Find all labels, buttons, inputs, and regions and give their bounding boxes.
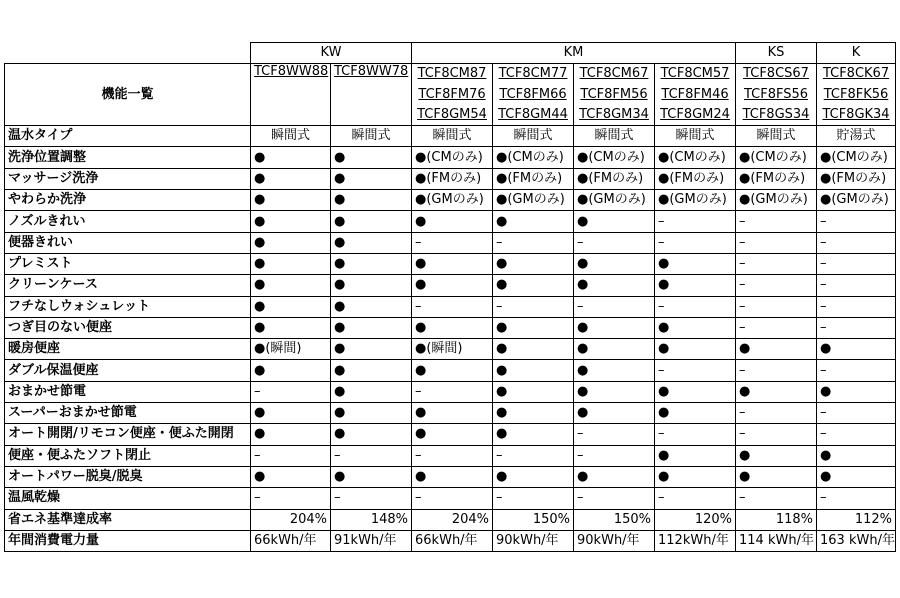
feature-label: 便座・便ふたソフト閉止 [5,445,251,466]
feature-label: ダブル保温便座 [5,360,251,381]
feature-value-cell: – [817,253,896,274]
feature-value-cell: ● [331,360,412,381]
feature-value-cell: ●(FMのみ) [817,168,896,189]
feature-value-cell: – [817,232,896,253]
feature-label: スーパーおまかせ節電 [5,403,251,424]
feature-value-cell: 204% [412,509,493,530]
feature-value-cell: ●(瞬間) [412,339,493,360]
feature-value-cell: 118% [736,509,817,530]
feature-value-cell: – [655,360,736,381]
feature-row [5,275,896,296]
feature-value-cell: – [817,488,896,509]
feature-value-cell: ● [574,466,655,487]
feature-value-cell: ● [574,403,655,424]
model-code: TCF8GM54 [412,105,493,126]
feature-value-cell: ● [412,403,493,424]
feature-value-cell: ● [574,339,655,360]
feature-value-cell: 瞬間式 [331,126,412,147]
feature-value-cell: ● [655,466,736,487]
feature-value-cell: 112kWh/年 [655,530,736,551]
feature-value-cell: ● [331,253,412,274]
feature-value-cell: – [493,232,574,253]
feature-value-cell: – [817,403,896,424]
feature-value-cell: 148% [331,509,412,530]
feature-value-cell: ● [412,360,493,381]
group-ks: KS [736,43,817,64]
feature-value-cell: – [736,488,817,509]
feature-label: ノズルきれい [5,211,251,232]
feature-value-cell: ●(CMのみ) [655,147,736,168]
feature-value-cell: 204% [251,509,331,530]
feature-row [5,445,896,466]
feature-label: 暖房便座 [5,339,251,360]
feature-value-cell: – [412,488,493,509]
feature-label: 年間消費電力量 [5,530,251,551]
group-header-row [5,43,896,64]
feature-value-cell: ● [655,381,736,402]
feature-value-cell: ● [574,211,655,232]
feature-label: フチなしウォシュレット [5,296,251,317]
feature-label: つぎ目のない便座 [5,317,251,338]
feature-value-cell: ● [251,253,331,274]
feature-row [5,360,896,381]
feature-value-cell: – [736,317,817,338]
feature-value-cell: ● [331,296,412,317]
feature-value-cell: – [493,296,574,317]
feature-value-cell: ● [574,275,655,296]
model-code: TCF8FM46 [655,85,736,105]
feature-value-cell: ● [736,381,817,402]
feature-value-cell: ● [251,275,331,296]
feature-value-cell: ● [412,466,493,487]
feature-value-cell: 瞬間式 [736,126,817,147]
feature-value-cell: – [655,424,736,445]
feature-value-cell: ● [331,147,412,168]
feature-row [5,424,896,445]
feature-value-cell: – [493,488,574,509]
feature-comparison-table [4,42,896,552]
feature-value-cell: ●(CMのみ) [493,147,574,168]
feature-value-cell: ●(GMのみ) [574,190,655,211]
model-code: TCF8GS34 [736,105,817,126]
feature-value-cell: – [736,211,817,232]
feature-value-cell: 150% [493,509,574,530]
feature-value-cell: ● [331,424,412,445]
feature-value-cell: ● [251,147,331,168]
feature-value-cell: ● [331,168,412,189]
feature-value-cell: ● [251,232,331,253]
feature-value-cell: – [655,488,736,509]
model-code: TCF8FM66 [493,85,574,105]
feature-value-cell: ● [331,339,412,360]
model-code: TCF8GM34 [574,105,655,126]
feature-value-cell: 90kWh/年 [574,530,655,551]
feature-value-cell: ● [251,211,331,232]
feature-value-cell: 114 kWh/年 [736,530,817,551]
feature-value-cell: 90kWh/年 [493,530,574,551]
feature-value-cell: ● [655,253,736,274]
feature-value-cell: ● [331,190,412,211]
feature-row [5,168,896,189]
model-code: TCF8CM87 [412,64,493,85]
feature-value-cell: ● [251,466,331,487]
feature-label: クリーンケース [5,275,251,296]
feature-value-cell: ● [412,317,493,338]
feature-value-cell: ●(GMのみ) [817,190,896,211]
feature-row [5,466,896,487]
feature-value-cell: – [412,296,493,317]
feature-value-cell: ● [251,424,331,445]
feature-value-cell: – [331,445,412,466]
feature-value-cell: – [251,381,331,402]
feature-value-cell: ● [331,232,412,253]
model-code: TCF8GK34 [817,105,896,126]
feature-value-cell: ● [412,275,493,296]
feature-label: 便器きれい [5,232,251,253]
model-code: TCF8WW78 [331,64,412,126]
feature-value-cell: ●(CMのみ) [736,147,817,168]
feature-value-cell: ● [251,296,331,317]
feature-value-cell: – [493,445,574,466]
group-km: KM [412,43,736,64]
feature-row [5,403,896,424]
feature-value-cell: ● [331,275,412,296]
feature-value-cell: ● [655,339,736,360]
feature-value-cell: – [331,488,412,509]
feature-value-cell: – [574,488,655,509]
feature-row [5,530,896,551]
feature-value-cell: – [574,424,655,445]
feature-value-cell: 瞬間式 [493,126,574,147]
feature-value-cell: ● [493,339,574,360]
feature-value-cell: ● [331,466,412,487]
feature-value-cell: ● [251,403,331,424]
feature-value-cell: ● [574,253,655,274]
feature-value-cell: 66kWh/年 [412,530,493,551]
model-code: TCF8CS67 [736,64,817,85]
blank-corner [5,43,251,64]
feature-row [5,488,896,509]
feature-value-cell: 瞬間式 [574,126,655,147]
feature-value-cell: – [251,488,331,509]
feature-value-cell: ●(瞬間) [251,339,331,360]
feature-value-cell: ● [493,275,574,296]
feature-row [5,381,896,402]
feature-value-cell: ● [817,466,896,487]
feature-value-cell: 瞬間式 [412,126,493,147]
model-code: TCF8FS56 [736,85,817,105]
feature-value-cell: 163 kWh/年 [817,530,896,551]
feature-value-cell: – [736,296,817,317]
feature-row [5,147,896,168]
model-code: TCF8CM57 [655,64,736,85]
feature-value-cell: – [655,296,736,317]
feature-value-cell: 112% [817,509,896,530]
feature-value-cell: ● [493,381,574,402]
feature-value-cell: – [412,232,493,253]
feature-value-cell: – [736,403,817,424]
feature-row [5,339,896,360]
feature-value-cell: 91kWh/年 [331,530,412,551]
feature-value-cell: – [817,317,896,338]
feature-value-cell: ●(GMのみ) [736,190,817,211]
model-row-1 [5,64,896,85]
feature-value-cell: ●(GMのみ) [655,190,736,211]
feature-row [5,211,896,232]
feature-value-cell: ● [251,317,331,338]
feature-value-cell: 貯湯式 [817,126,896,147]
model-code: TCF8CK67 [817,64,896,85]
feature-value-cell: ●(FMのみ) [493,168,574,189]
feature-value-cell: ● [251,360,331,381]
feature-value-cell: ● [655,275,736,296]
feature-row [5,296,896,317]
feature-label: やわらか洗浄 [5,190,251,211]
feature-label: プレミスト [5,253,251,274]
feature-value-cell: – [655,211,736,232]
model-code: TCF8GM44 [493,105,574,126]
feature-value-cell: ● [493,253,574,274]
feature-value-cell: – [817,275,896,296]
model-code: TCF8GM24 [655,105,736,126]
feature-value-cell: ● [574,317,655,338]
feature-value-cell: – [817,211,896,232]
feature-value-cell: 150% [574,509,655,530]
feature-row [5,190,896,211]
feature-label: マッサージ洗浄 [5,168,251,189]
feature-value-cell: ● [493,466,574,487]
feature-label: 温風乾燥 [5,488,251,509]
feature-value-cell: ● [412,424,493,445]
feature-value-cell: ● [736,466,817,487]
feature-value-cell: ●(CMのみ) [574,147,655,168]
feature-value-cell: – [736,232,817,253]
feature-value-cell: 瞬間式 [251,126,331,147]
model-code: TCF8CM67 [574,64,655,85]
feature-row [5,232,896,253]
feature-value-cell: ●(CMのみ) [412,147,493,168]
feature-value-cell: ● [736,339,817,360]
feature-value-cell: ●(FMのみ) [412,168,493,189]
feature-value-cell: – [736,424,817,445]
feature-value-cell: ●(GMのみ) [493,190,574,211]
feature-value-cell: 瞬間式 [655,126,736,147]
group-kw: KW [251,43,412,64]
feature-row [5,126,896,147]
feature-value-cell: ● [412,211,493,232]
feature-label: 省エネ基準達成率 [5,509,251,530]
feature-label: 洗浄位置調整 [5,147,251,168]
feature-value-cell: ● [817,339,896,360]
feature-value-cell: – [736,275,817,296]
model-code: TCF8FM76 [412,85,493,105]
model-code: TCF8FM56 [574,85,655,105]
feature-value-cell: ● [251,168,331,189]
group-k: K [817,43,896,64]
feature-label: オート開閉/リモコン便座・便ふた開閉 [5,424,251,445]
feature-value-cell: ● [331,317,412,338]
feature-value-cell: ● [493,317,574,338]
feature-value-cell: – [412,445,493,466]
feature-label: オートパワー脱臭/脱臭 [5,466,251,487]
feature-value-cell: ● [574,360,655,381]
feature-value-cell: 120% [655,509,736,530]
model-code: TCF8CM77 [493,64,574,85]
feature-value-cell: ● [493,403,574,424]
feature-value-cell: – [736,360,817,381]
feature-value-cell: ● [655,445,736,466]
feature-value-cell: ● [331,211,412,232]
feature-value-cell: ● [493,211,574,232]
feature-row [5,509,896,530]
feature-value-cell: – [574,445,655,466]
feature-value-cell: ● [251,190,331,211]
feature-value-cell: ●(CMのみ) [817,147,896,168]
feature-value-cell: ● [736,445,817,466]
feature-row [5,317,896,338]
feature-value-cell: ● [331,381,412,402]
feature-list-header: 機能一覧 [5,64,251,126]
feature-value-cell: ●(FMのみ) [736,168,817,189]
feature-value-cell: – [817,360,896,381]
feature-label: 温水タイプ [5,126,251,147]
model-code: TCF8WW88 [251,64,331,126]
feature-value-cell: ●(FMのみ) [574,168,655,189]
feature-value-cell: – [412,381,493,402]
feature-value-cell: ● [817,445,896,466]
feature-value-cell: ● [331,403,412,424]
feature-value-cell: ●(GMのみ) [412,190,493,211]
feature-value-cell: – [574,232,655,253]
feature-value-cell: – [736,253,817,274]
model-code: TCF8FK56 [817,85,896,105]
feature-value-cell: ● [493,360,574,381]
feature-value-cell: ● [574,381,655,402]
feature-value-cell: – [251,445,331,466]
feature-value-cell: ● [412,253,493,274]
feature-value-cell: ● [655,403,736,424]
feature-value-cell: ●(FMのみ) [655,168,736,189]
feature-row [5,253,896,274]
feature-value-cell: ● [817,381,896,402]
feature-value-cell: – [817,424,896,445]
feature-value-cell: – [655,232,736,253]
feature-label: おまかせ節電 [5,381,251,402]
feature-value-cell: – [574,296,655,317]
feature-value-cell: – [817,296,896,317]
feature-value-cell: 66kWh/年 [251,530,331,551]
feature-value-cell: ● [493,424,574,445]
feature-value-cell: ● [655,317,736,338]
